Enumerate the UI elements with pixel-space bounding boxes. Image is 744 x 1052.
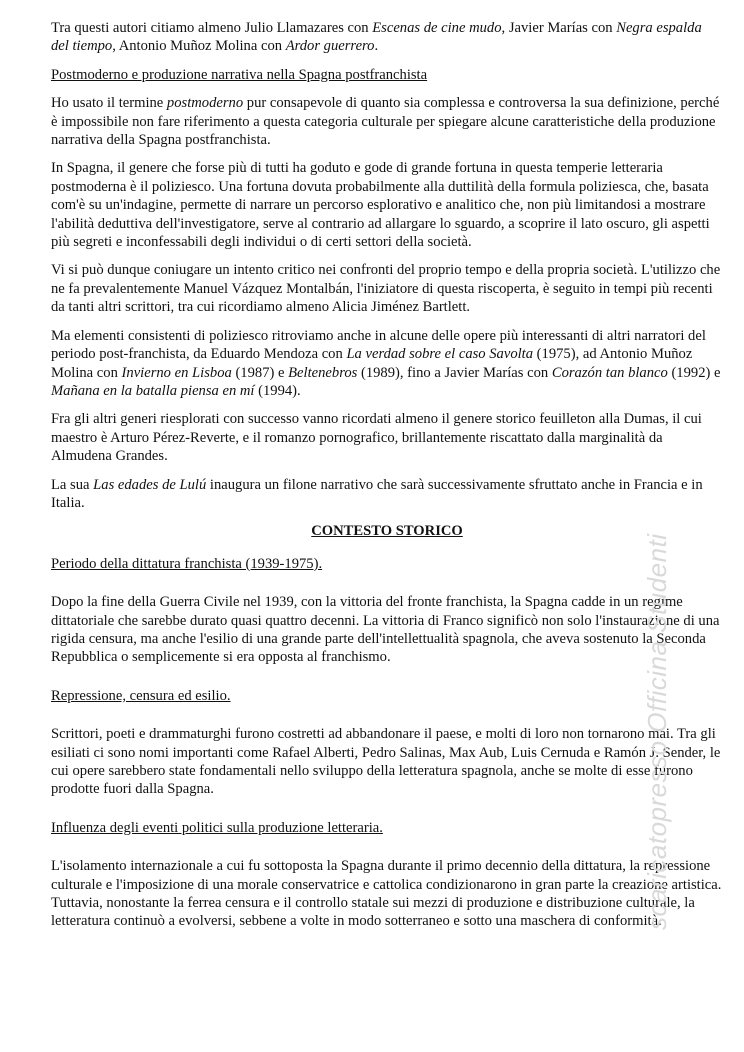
book-title: Invierno en Lisboa xyxy=(121,364,232,381)
paragraph-authors xyxy=(51,19,723,56)
heading-dittatura: Periodo della dittatura franchista (1939-1975). xyxy=(51,555,323,572)
text: . xyxy=(374,38,379,55)
book-title: Las edades de Lulú xyxy=(93,476,207,493)
term: postmoderno xyxy=(166,95,244,112)
text: Tra questi autori citiamo almeno Julio Llamazares con xyxy=(51,20,373,36)
document-page xyxy=(51,19,723,941)
text: inaugura un filone narrativo che sarà successivamente sfruttato anche in Francia e in Italia. xyxy=(51,476,703,511)
book-title: Mañana en la batalla piensa en mí xyxy=(51,382,255,399)
text: (1994). xyxy=(254,382,301,399)
text: (1992) e xyxy=(667,364,721,381)
text: Ho usato il termine xyxy=(51,95,167,112)
text: , Antonio Muñoz Molina con xyxy=(112,38,286,55)
heading-postmoderno: Postmoderno e produzione narrativa nella Spagna postfranchista xyxy=(51,66,428,83)
paragraph-esilio: Scrittori, poeti e drammaturghi furono costretti ad abbandonare il paese, e molti di loro non tornarono mai. Tra gli esiliati ci sono nomi importanti come Rafael Alberti, Pedro Salinas, Max Aub, Luis Cernuda e Ramón J. Sender, le cui opere sarebbero state fondamentali nello sviluppo della letteratura spagnola, anche se molte di esse furono prodotte fuori dalla Spagna. xyxy=(51,726,721,798)
paragraph-postmoderno xyxy=(51,94,723,149)
book-title: Negra espalda del tiempo xyxy=(51,20,702,55)
paragraph-lulu xyxy=(51,476,723,513)
book-title: La verdad sobre el caso Savolta xyxy=(346,346,534,363)
book-title: Ardor guerrero xyxy=(285,38,375,55)
text: La sua xyxy=(51,476,94,493)
paragraph-isolamento: L'isolamento internazionale a cui fu sottoposta la Spagna durante il primo decennio della dittatura, la repressione culturale e l'imposizione di una morale conservatrice e cattolica condizionarono in gran parte la creazione artistica. Tuttavia, nonostante la ferrea censura e il controllo statale sui mezzi di produzione e distribuzione culturale, la letteratura continuò a evolversi, sebbene a volte in modo sotterraneo e sotto una maschera di conformità. xyxy=(51,858,722,930)
paragraph-generi: Fra gli altri generi riesplorati con successo vanno ricordati almeno il genere storico feuilleton alla Dumas, il cui maestro è Arturo Pérez-Reverte, e il romanzo pornografico, brillantemente riscattato dalla marginalità da Almudena Grandes. xyxy=(51,411,702,465)
heading-repressione: Repressione, censura ed esilio. xyxy=(51,687,231,704)
text: (1987) e xyxy=(231,364,289,381)
text: (1989), fino a Javier Marías con xyxy=(357,364,552,381)
paragraph-dittatura: Dopo la fine della Guerra Civile nel 1939, con la vittoria del fronte franchista, la Spagna cadde in un regime dittatoriale che sarebbe durato quasi quattro decenni. La vittoria di Franco significò non solo l'instaurazione di una rigida censura, ma anche l'esilio di una grande parte dell'intellettualità spagnola, che aveva sostenuto la Seconda Repubblica o semplicemente si era opposta al franchismo. xyxy=(51,594,720,666)
paragraph-montalban: Vi si può dunque coniugare un intento critico nei confronti del proprio tempo e della propria società. L'utilizzo che ne fa prevalentemente Manuel Vázquez Montalbán, l'iniziatore di questa riscoperta, è seguito in tempi più recenti da tanti altri scrittori, tra cui ricordiamo almeno Alicia Jiménez Bartlett. xyxy=(51,262,721,316)
text: (1975), ad Antonio Muñoz Molina con xyxy=(51,346,693,381)
text: pur consapevole di quanto sia complessa e controversa la sua definizione, perché è impossibile non fare riferimento a questa categoria culturale per spiegare alcune caratteristiche della produzione narrativa della Spagna postfranchista. xyxy=(51,95,720,149)
book-title: Escenas de cine mudo xyxy=(372,20,502,36)
watermark: scaricatopresso Officina Studenti xyxy=(642,533,672,930)
book-title: Corazón tan blanco xyxy=(551,364,668,381)
heading-influenza: Influenza degli eventi politici sulla produzione letteraria. xyxy=(51,819,383,836)
text: , Javier Marías con xyxy=(501,20,617,36)
paragraph-narratori xyxy=(51,327,723,401)
section-title: CONTESTO STORICO xyxy=(311,523,463,540)
book-title: Beltenebros xyxy=(288,364,358,381)
paragraph-poliziesco: In Spagna, il genere che forse più di tutti ha goduto e gode di grande fortuna in questa temperie letteraria postmoderna è il poliziesco. Una fortuna dovuta probabilmente alla duttilità della formula poliziesca, che, basata com'è su un'indagine, permette di narrare un percorso esplorativo e analitico che, non più limitandosi a mostrare l'abilità deduttiva dell'investigatore, serve al contrario ad allargare lo sguardo, a scoprire il lato oscuro, gli aspetti più segreti e inconfessabili degli individui o di certi settori della società. xyxy=(51,160,710,251)
text: Ma elementi consistenti di poliziesco ritroviamo anche in alcune delle opere più interessanti di altri narratori del periodo post-franchista, da Eduardo Mendoza con xyxy=(51,327,706,363)
